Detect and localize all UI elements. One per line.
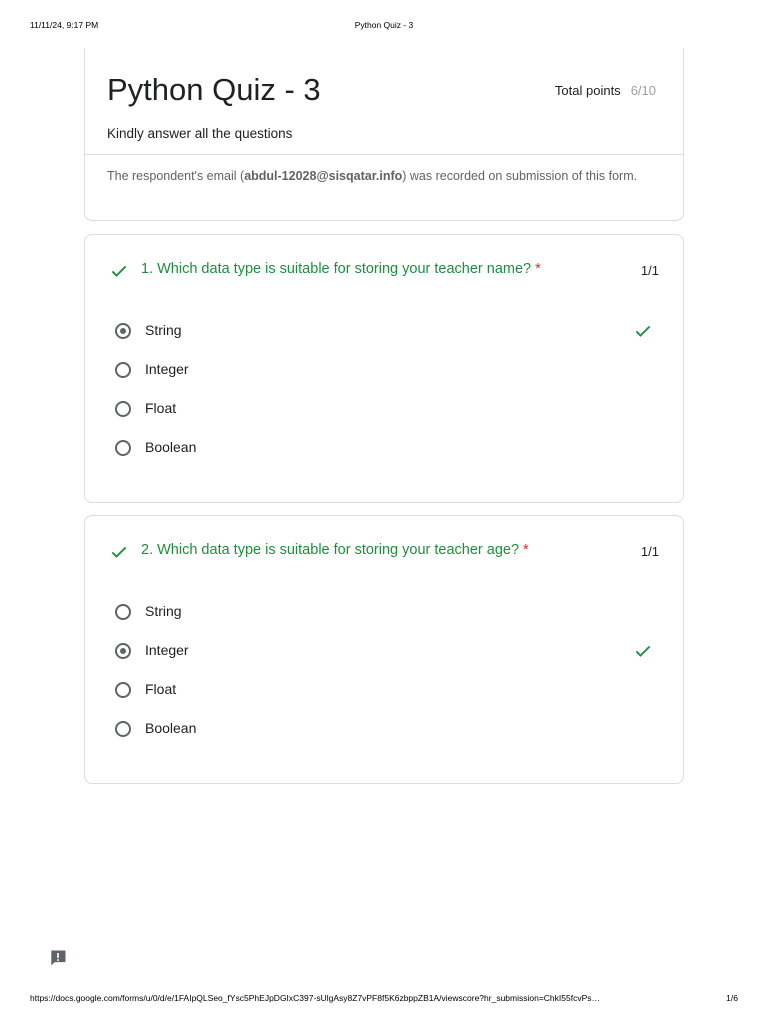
option: [115, 358, 661, 397]
print-tab-title: Python Quiz - 3: [354, 20, 414, 30]
option-label: Boolean: [145, 439, 197, 455]
print-page-number: 1/6: [726, 993, 738, 1003]
option: [115, 639, 661, 678]
option: [115, 436, 661, 475]
question-card-2: [84, 515, 684, 784]
options-list: [115, 600, 661, 756]
question-card-1: [84, 234, 684, 503]
radio-unselected: [115, 401, 131, 417]
option: [115, 717, 661, 756]
respondent-email: abdul-12028@sisqatar.info: [244, 169, 403, 183]
question-points: 1/1: [640, 544, 659, 559]
radio-selected: [115, 643, 131, 659]
option: [115, 319, 661, 358]
radio-unselected: [115, 362, 131, 378]
option-label: Boolean: [145, 720, 197, 736]
radio-unselected: [115, 440, 131, 456]
check-icon: [109, 261, 129, 281]
question-header: [107, 540, 661, 564]
radio-unselected: [115, 682, 131, 698]
option-label: Float: [145, 400, 177, 416]
header-divider: [85, 154, 683, 155]
option-label: String: [145, 603, 182, 619]
question-text: [141, 542, 529, 558]
print-datetime: 11/11/24, 9:17 PM: [30, 20, 99, 30]
radio-selected: [115, 323, 131, 339]
options-list: [115, 319, 661, 475]
question-points: 1/1: [640, 263, 659, 278]
question-title: 2. Which data type is suitable for storing your teacher age?: [141, 542, 520, 558]
option: [115, 600, 661, 639]
question-header: [107, 259, 661, 283]
option-label: String: [145, 322, 182, 338]
feedback-icon[interactable]: [48, 948, 68, 968]
email-note-suffix: ) was recorded on submission of this form.: [402, 169, 638, 183]
form-description: Kindly answer all the questions: [107, 126, 293, 141]
total-points-value: 6/10: [630, 83, 656, 98]
total-points-label: Total points: [554, 83, 621, 98]
radio-unselected: [115, 604, 131, 620]
print-url: https://docs.google.com/forms/u/0/d/e/1FAIpQLSeo_fYsc5PhEJpDGIxC397-sUlgAsy8Z7vPF8f5K6zbppZB1A/viewscore?hr_submission=ChkI55fcvPs…: [30, 993, 601, 1003]
question-title: 1. Which data type is suitable for storing your teacher name?: [141, 261, 532, 277]
form-header-card: [84, 48, 684, 221]
total-points: [555, 83, 656, 98]
required-asterisk: *: [535, 261, 541, 277]
form-title: Python Quiz - 3: [107, 72, 321, 107]
option-label: Integer: [145, 361, 189, 377]
option-label: Float: [145, 681, 177, 697]
option: [115, 678, 661, 717]
print-header: [30, 20, 738, 34]
email-note-prefix: The respondent's email (: [107, 169, 245, 183]
radio-unselected: [115, 721, 131, 737]
check-icon: [633, 321, 653, 341]
question-text: [141, 261, 541, 277]
required-asterisk: *: [523, 542, 529, 558]
email-note: [107, 166, 653, 186]
option-label: Integer: [145, 642, 189, 658]
check-icon: [109, 542, 129, 562]
check-icon: [633, 641, 653, 661]
option: [115, 397, 661, 436]
print-footer: [30, 993, 738, 1005]
